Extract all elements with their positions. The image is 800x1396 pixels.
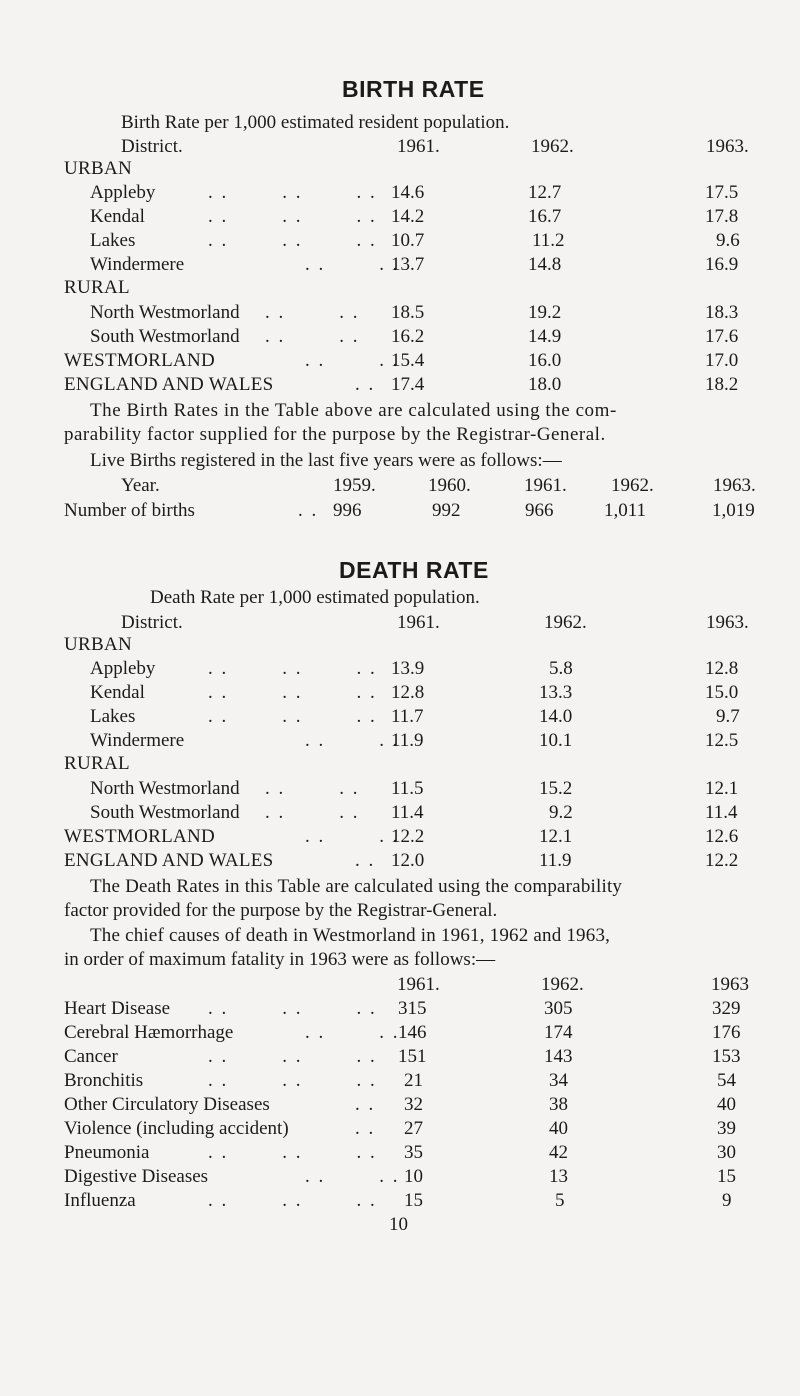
- leader-dots: . .: [355, 1094, 376, 1115]
- rate-value: 17.5: [705, 182, 739, 203]
- cause-value: 5: [555, 1190, 565, 1211]
- rate-value: 18.5: [391, 302, 425, 323]
- rate-value: 14.8: [528, 254, 562, 275]
- causes-intro-line: The chief causes of death in Westmorland in 1961, 1962 and 1963,: [90, 925, 611, 946]
- district-name: Kendal: [90, 682, 145, 703]
- district-name: North Westmorland: [90, 302, 240, 323]
- causes-col-year: 1962.: [541, 974, 584, 995]
- rate-value: 17.4: [391, 374, 425, 395]
- rate-value: 14.6: [391, 182, 425, 203]
- rate-value: 12.6: [705, 826, 739, 847]
- birth-urban-label: URBAN: [64, 158, 133, 179]
- rate-value: 12.1: [539, 826, 573, 847]
- death-rural-label: RURAL: [64, 753, 130, 774]
- live-births-value: 966: [525, 500, 554, 521]
- cause-value: 15: [717, 1166, 736, 1187]
- birth-note-line: The Birth Rates in the Table above are calculated using the com-: [90, 400, 617, 421]
- district-name: North Westmorland: [90, 778, 240, 799]
- live-births-value: 1,011: [604, 500, 647, 521]
- birth-col-year: 1962.: [531, 136, 574, 157]
- cause-name: Cerebral Hæmorrhage: [64, 1022, 234, 1043]
- rate-value: 12.8: [391, 682, 425, 703]
- district-name: Lakes: [90, 230, 136, 251]
- leader-dots: . . . .: [305, 350, 400, 371]
- leader-dots: . . . .: [305, 826, 400, 847]
- rate-value: 12.2: [391, 826, 425, 847]
- leader-dots: . . . . . .: [208, 182, 377, 203]
- district-name: Appleby: [90, 658, 156, 679]
- live-year: 1959.: [333, 475, 376, 496]
- rate-value: 9.6: [716, 230, 740, 251]
- live-births-value: 996: [333, 500, 362, 521]
- leader-dots: . . . . . .: [208, 1142, 377, 1163]
- live-year: 1962.: [611, 475, 654, 496]
- cause-value: 10: [404, 1166, 423, 1187]
- rate-value: 9.7: [716, 706, 740, 727]
- leader-dots: . . . .: [305, 254, 400, 275]
- causes-col-year: 1963: [711, 974, 749, 995]
- rate-value: 19.2: [528, 302, 562, 323]
- rate-value: 16.7: [528, 206, 562, 227]
- cause-value: 9: [722, 1190, 732, 1211]
- cause-name: Other Circulatory Diseases: [64, 1094, 270, 1115]
- leader-dots: . . . .: [305, 730, 400, 751]
- cause-name: Bronchitis: [64, 1070, 144, 1091]
- live-births-intro: Live Births registered in the last five years were as follows:—: [90, 450, 562, 471]
- leader-dots: . . . . . .: [208, 706, 377, 727]
- death-urban-label: URBAN: [64, 634, 133, 655]
- district-name: Appleby: [90, 182, 156, 203]
- district-name: Windermere: [90, 254, 185, 275]
- cause-value: 329: [712, 998, 741, 1019]
- cause-value: 30: [717, 1142, 736, 1163]
- cause-value: 40: [549, 1118, 568, 1139]
- rate-value: 16.9: [705, 254, 739, 275]
- rate-value: 11.9: [391, 730, 424, 751]
- cause-name: Influenza: [64, 1190, 136, 1211]
- rate-value: 9.2: [549, 802, 573, 823]
- rate-value: 13.3: [539, 682, 573, 703]
- cause-name: Cancer: [64, 1046, 118, 1067]
- total-name: ENGLAND AND WALES: [64, 374, 274, 395]
- cause-value: 305: [544, 998, 573, 1019]
- live-year: 1963.: [713, 475, 756, 496]
- rate-value: 11.5: [391, 778, 424, 799]
- birth-col-year: 1963.: [706, 136, 749, 157]
- rate-value: 14.9: [528, 326, 562, 347]
- rate-value: 17.8: [705, 206, 739, 227]
- cause-value: 38: [549, 1094, 568, 1115]
- cause-value: 315: [398, 998, 427, 1019]
- rate-value: 12.7: [528, 182, 562, 203]
- death-col-year: 1962.: [544, 612, 587, 633]
- rate-value: 11.2: [532, 230, 565, 251]
- cause-value: 39: [717, 1118, 736, 1139]
- district-name: Windermere: [90, 730, 185, 751]
- cause-value: 54: [717, 1070, 736, 1091]
- leader-dots: . . . . . .: [208, 1190, 377, 1211]
- rate-value: 17.0: [705, 350, 739, 371]
- cause-name: Heart Disease: [64, 998, 171, 1019]
- rate-value: 12.0: [391, 850, 425, 871]
- rate-value: 15.0: [705, 682, 739, 703]
- rate-value: 17.6: [705, 326, 739, 347]
- district-name: Lakes: [90, 706, 136, 727]
- leader-dots: . . . . . .: [208, 658, 377, 679]
- cause-value: 153: [712, 1046, 741, 1067]
- live-year: 1960.: [428, 475, 471, 496]
- birth-col-year: 1961.: [397, 136, 440, 157]
- cause-name: Pneumonia: [64, 1142, 150, 1163]
- leader-dots: . . . .: [265, 802, 360, 823]
- rate-value: 18.0: [528, 374, 562, 395]
- district-name: South Westmorland: [90, 802, 240, 823]
- live-births-label: Number of births: [64, 500, 195, 521]
- live-year: 1961.: [524, 475, 567, 496]
- rate-value: 18.2: [705, 374, 739, 395]
- leader-dots: . . . .: [265, 778, 360, 799]
- rate-value: 15.4: [391, 350, 425, 371]
- cause-name: Violence (including accident): [64, 1118, 289, 1139]
- cause-value: 42: [549, 1142, 568, 1163]
- cause-value: 146: [398, 1022, 427, 1043]
- leader-dots: . . . . . .: [208, 230, 377, 251]
- leader-dots: . . . . . .: [208, 1070, 377, 1091]
- rate-value: 11.9: [539, 850, 572, 871]
- leader-dots: . .: [298, 500, 319, 521]
- leader-dots: . . . .: [265, 302, 360, 323]
- cause-value: 27: [404, 1118, 423, 1139]
- rate-value: 18.3: [705, 302, 739, 323]
- rate-value: 13.9: [391, 658, 425, 679]
- total-name: WESTMORLAND: [64, 350, 216, 371]
- cause-value: 176: [712, 1022, 741, 1043]
- live-births-value: 1,019: [712, 500, 755, 521]
- death-rate-heading: DEATH RATE: [339, 557, 489, 583]
- cause-value: 32: [404, 1094, 423, 1115]
- birth-rural-label: RURAL: [64, 277, 130, 298]
- birth-rate-heading: BIRTH RATE: [342, 76, 485, 102]
- rate-value: 11.7: [391, 706, 424, 727]
- death-rate-subheading: Death Rate per 1,000 estimated population.: [150, 587, 480, 608]
- cause-name: Digestive Diseases: [64, 1166, 209, 1187]
- rate-value: 5.8: [549, 658, 573, 679]
- rate-value: 15.2: [539, 778, 573, 799]
- live-births-value: 992: [432, 500, 461, 521]
- rate-value: 14.0: [539, 706, 573, 727]
- cause-value: 15: [404, 1190, 423, 1211]
- total-name: ENGLAND AND WALES: [64, 850, 274, 871]
- rate-value: 13.7: [391, 254, 425, 275]
- rate-value: 10.1: [539, 730, 573, 751]
- leader-dots: . .: [355, 374, 376, 395]
- death-col-year: 1963.: [706, 612, 749, 633]
- causes-intro-line: in order of maximum fatality in 1963 were as follows:—: [64, 949, 496, 970]
- death-note-line: The Death Rates in this Table are calculated using the comparability: [90, 876, 623, 897]
- rate-value: 12.2: [705, 850, 739, 871]
- live-year-label: Year.: [121, 475, 160, 496]
- rate-value: 14.2: [391, 206, 425, 227]
- rate-value: 11.4: [705, 802, 738, 823]
- cause-value: 40: [717, 1094, 736, 1115]
- cause-value: 151: [398, 1046, 427, 1067]
- rate-value: 12.8: [705, 658, 739, 679]
- leader-dots: . .: [355, 1118, 376, 1139]
- leader-dots: . . . .: [305, 1022, 400, 1043]
- death-col-district: District.: [121, 612, 183, 633]
- leader-dots: . . . . . .: [208, 682, 377, 703]
- leader-dots: . . . . . .: [208, 1046, 377, 1067]
- rate-value: 16.0: [528, 350, 562, 371]
- cause-value: 21: [404, 1070, 423, 1091]
- rate-value: 11.4: [391, 802, 424, 823]
- rate-value: 10.7: [391, 230, 425, 251]
- rate-value: 16.2: [391, 326, 425, 347]
- page-number: 10: [389, 1214, 408, 1235]
- causes-col-year: 1961.: [397, 974, 440, 995]
- leader-dots: . .: [355, 850, 376, 871]
- death-col-year: 1961.: [397, 612, 440, 633]
- birth-note-line: parability factor supplied for the purpose by the Registrar-General.: [64, 424, 606, 445]
- birth-col-district: District.: [121, 136, 183, 157]
- leader-dots: . . . . . .: [208, 998, 377, 1019]
- rate-value: 12.1: [705, 778, 739, 799]
- district-name: South Westmorland: [90, 326, 240, 347]
- cause-value: 34: [549, 1070, 568, 1091]
- cause-value: 13: [549, 1166, 568, 1187]
- leader-dots: . . . . . .: [208, 206, 377, 227]
- leader-dots: . . . .: [305, 1166, 400, 1187]
- birth-rate-subheading: Birth Rate per 1,000 estimated resident population.: [121, 112, 510, 133]
- death-note-line: factor provided for the purpose by the Registrar-General.: [64, 900, 498, 921]
- rate-value: 12.5: [705, 730, 739, 751]
- cause-value: 143: [544, 1046, 573, 1067]
- cause-value: 174: [544, 1022, 573, 1043]
- total-name: WESTMORLAND: [64, 826, 216, 847]
- cause-value: 35: [404, 1142, 423, 1163]
- district-name: Kendal: [90, 206, 145, 227]
- leader-dots: . . . .: [265, 326, 360, 347]
